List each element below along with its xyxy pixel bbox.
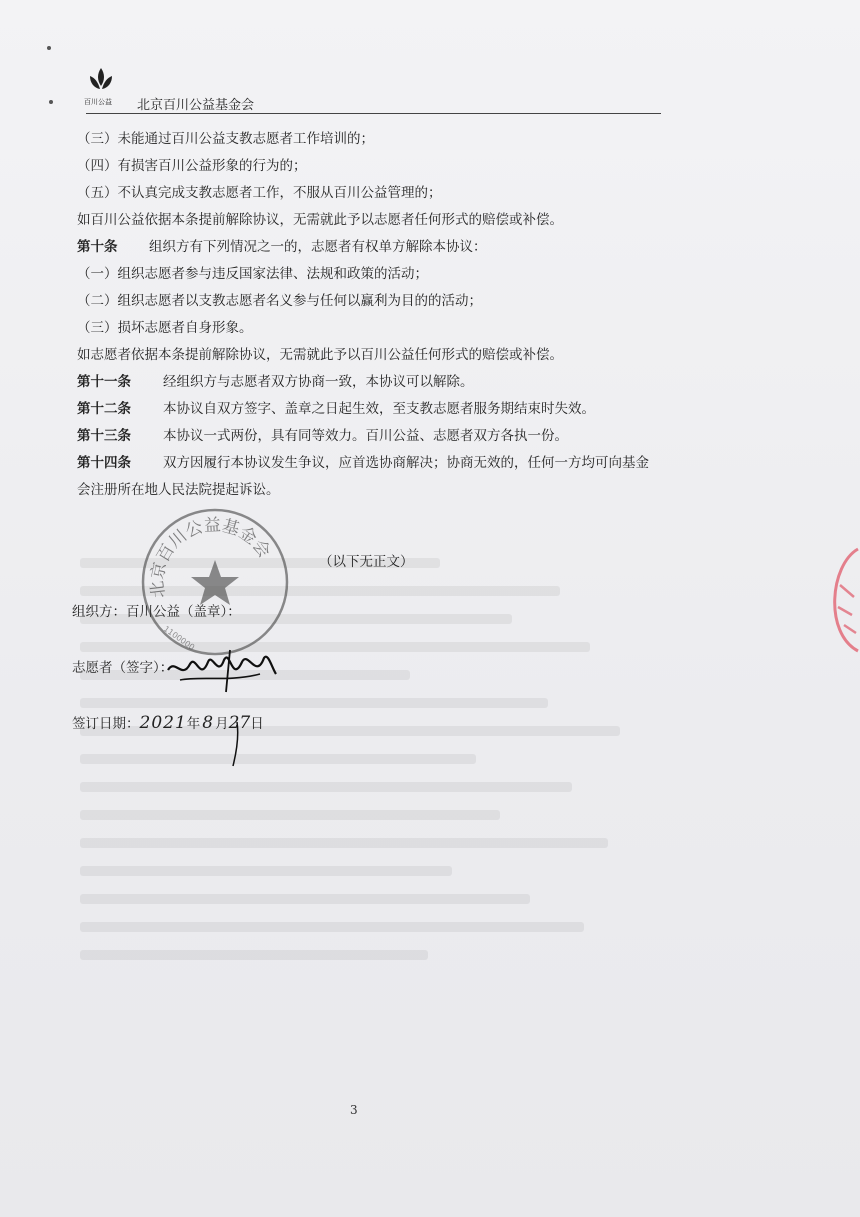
clause-note: 如百川公益依据本条提前解除协议，无需就此予以志愿者任何形式的赔偿或补偿。 [77, 212, 563, 228]
article-10 [77, 234, 662, 261]
clause-note: 如志愿者依据本条提前解除协议，无需就此予以百川公益任何形式的赔偿或补偿。 [77, 347, 563, 363]
date-day-suffix: 日 [250, 716, 264, 732]
letterhead-org-name: 北京百川公益基金会 [137, 98, 255, 113]
organizer-signature-line: 组织方：百川公益（盖章）： [72, 604, 241, 620]
official-seal [135, 502, 295, 662]
handwritten-date-stroke [125, 700, 265, 770]
scan-mark [49, 100, 53, 104]
clause-item: （五）不认真完成支教志愿者工作，不服从百川公益管理的； [77, 185, 442, 201]
letterhead [86, 64, 661, 124]
edge-seal-fragment [810, 545, 860, 655]
handwritten-month: 8 [202, 713, 214, 733]
article-11 [77, 369, 662, 396]
clause-item: （三）损坏志愿者自身形象。 [77, 320, 253, 336]
handwritten-day: 27 [228, 713, 251, 733]
date-label: 签订日期： [72, 716, 140, 732]
logo-caption: 百川公益 [84, 98, 112, 106]
page-number: 3 [350, 1103, 358, 1117]
clause-item: （一）组织志愿者参与违反国家法律、法规和政策的活动； [77, 266, 428, 282]
article-number: 第十一条 [77, 374, 131, 390]
article-text: 本协议一式两份，具有同等效力。百川公益、志愿者双方各执一份。 [163, 428, 568, 444]
agreement-body [77, 126, 662, 504]
clause-item: （三）未能通过百川公益支教志愿者工作培训的； [77, 131, 374, 147]
article-14 [77, 450, 662, 504]
article-number: 第十四条 [77, 455, 131, 471]
article-number: 第十三条 [77, 428, 131, 444]
clause-item: （二）组织志愿者以支教志愿者名义参与任何以赢利为目的的活动； [77, 293, 482, 309]
article-12 [77, 396, 662, 423]
article-text: 组织方有下列情况之一的，志愿者有权单方解除本协议： [149, 239, 487, 255]
clause-item: （四）有损害百川公益形象的行为的； [77, 158, 307, 174]
scan-mark [47, 46, 51, 50]
article-text: 双方因履行本协议发生争议，应首选协商解决；协商无效的，任何一方均可向基金会注册所在地人民法院提起诉讼。 [77, 455, 649, 498]
article-number: 第十二条 [77, 401, 131, 417]
handwritten-signature [160, 640, 280, 700]
article-number: 第十条 [77, 239, 118, 255]
end-of-text-note: （以下无正文） [319, 554, 414, 570]
seal-text: 北京百川公益基金会 [147, 515, 274, 599]
article-text: 经组织方与志愿者双方协商一致，本协议可以解除。 [163, 374, 474, 390]
handwritten-year: 2021 [139, 713, 187, 733]
article-text: 本协议自双方签字、盖章之日起生效，至支教志愿者服务期结束时失效。 [163, 401, 595, 417]
volunteer-signature-line: 志愿者（签字）： [72, 660, 174, 676]
date-year-suffix: 年 [186, 716, 201, 732]
header-divider [86, 113, 661, 114]
seal-number: 1100000 [161, 624, 197, 653]
article-13 [77, 423, 662, 450]
date-month-suffix: 月 [215, 716, 229, 732]
